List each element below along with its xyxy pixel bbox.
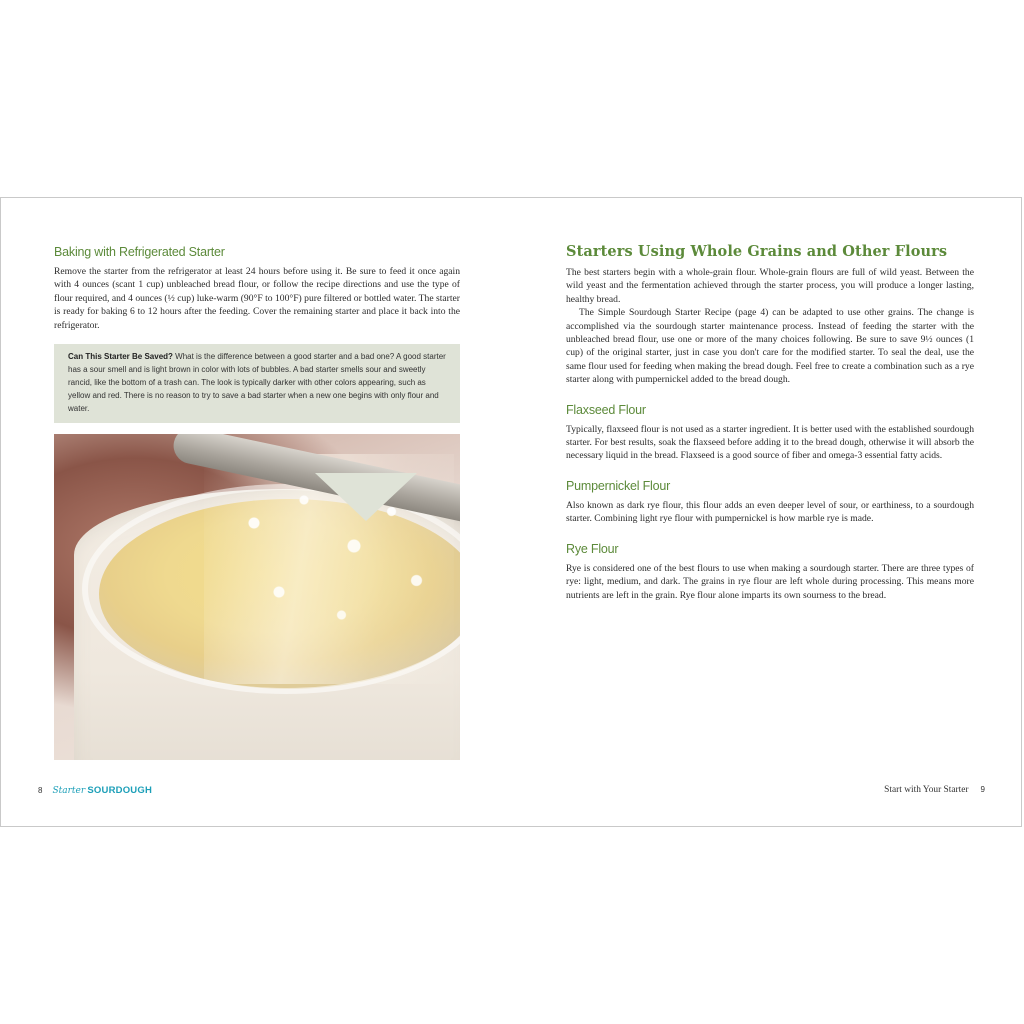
callout-body: What is the difference between a good starter and a bad one? A good starter has a sour smell and is light brown in color with lots of bubbles. A bad starter smells sour and sweetly rancid, like the bottom of a trash can. The look is typically darker with other colors appearing, such as yellow and red. There is no reason to try to save a bad starter when a new one begins with only flour and water. <box>68 352 446 414</box>
intro-paragraph-1: The best starters begin with a whole-grain flour. Whole-grain flours are full of wild yeast. Between the wild yeast and the fermentation achieved through the starter process, you will produce a longer lasting, healthy bread. <box>566 267 974 305</box>
page-number-right: 9 <box>980 785 985 794</box>
callout-title: Can This Starter Be Saved? <box>68 352 173 362</box>
section-body: Rye is considered one of the best flours to use when making a sourdough starter. There are three types of rye: light, medium, and dark. The grains in rye flour are left whole during processing. This means more nutrients are left in the grain. Rye flour alone imparts its own sourness to the bread. <box>566 562 974 601</box>
page-number-left: 8 <box>38 786 43 795</box>
section-heading: Rye Flour <box>566 541 619 556</box>
left-footer <box>38 785 152 796</box>
section-heading: Pumpernickel Flour <box>566 478 671 493</box>
page-title: Starters Using Whole Grains and Other Flours <box>566 243 948 260</box>
section-body: Typically, flaxseed flour is not used as a starter ingredient. It is better used with the established sourdough starter. For best results, soak the flaxseed before adding it to the bread dough, otherwise it will absorb the necessary liquid in the bread. Flaxseed is a good source of fiber and omega-3 essential fatty acids. <box>566 423 974 462</box>
book-spread <box>0 197 1022 827</box>
section-heading: Flaxseed Flour <box>566 402 646 417</box>
body-paragraph: Remove the starter from the refrigerator at least 24 hours before using it. Be sure to feed it once again with 4 ounces (scant 1 cup) unbleached bread flour, or follow the recipe directions and use the type of flour required, and 4 ounces (½ cup) luke-warm (90°F to 100°F) pure filtered or bottled water. The starter is ready for baking 6 to 12 hours after the feeding. Cover the remaining starter and place it back into the refrigerator. <box>54 266 460 331</box>
section-rye <box>566 542 974 602</box>
section-heading: Baking with Refrigerated Starter <box>54 245 225 259</box>
running-title: Start with Your Starter <box>884 785 969 795</box>
brand-script: Starter <box>52 786 86 796</box>
section-body: Also known as dark rye flour, this flour adds an even deeper level of sour, or earthiness, to a sourdough starter. Combining light rye flour with pumpernickel is how marble rye is made. <box>566 499 974 525</box>
brand-logo <box>52 785 152 796</box>
left-page <box>54 245 460 423</box>
right-footer <box>884 785 985 795</box>
callout-pointer <box>315 473 417 521</box>
right-page <box>566 243 974 602</box>
intro-paragraph-2: The Simple Sourdough Starter Recipe (page 4) can be adapted to use other grains. The change is accomplished via the sourdough starter maintenance process. Instead of feeding the starter with the unbleached bread flour, use one or more of the many choices following. Be sure to save 9½ ounces (1 cup) of the original starter, just in case you don't care for the modified starter. To seal the deal, use the same flour used for feeding when making the bread dough. Feel free to create a combination such as a rye starter along with pumpernickel added to the bread dough. <box>566 307 974 386</box>
section-pumpernickel <box>566 479 974 526</box>
callout-box <box>54 344 460 423</box>
section-flaxseed <box>566 403 974 463</box>
brand-bold: SOURDOUGH <box>87 785 152 796</box>
